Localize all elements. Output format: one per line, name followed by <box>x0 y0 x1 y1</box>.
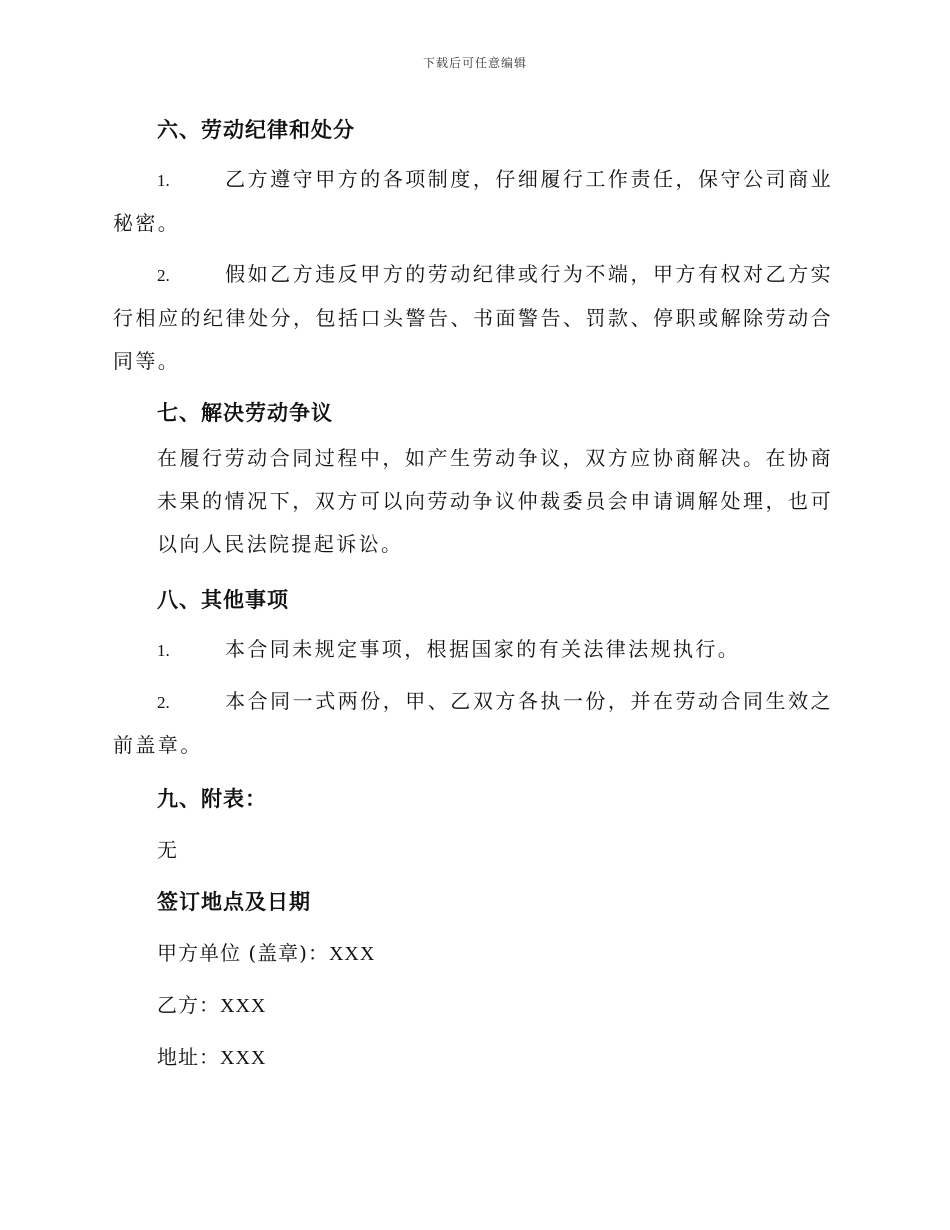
section-7-title: 七、解决劳动争议 <box>157 400 333 425</box>
section-8-title: 八、其他事项 <box>157 587 289 612</box>
section-7-text: 在履行劳动合同过程中，如产生劳动争议，双方应协商解决。在协商未果的情况下，双方可以向劳动争议仲裁委员会申请调解处理，也可以向人民法院提起诉讼。 <box>157 446 833 556</box>
section-8-item-1-number: 1. <box>157 641 170 660</box>
section-8-item-2 <box>113 680 833 767</box>
section-6-item-2-text: 假如乙方违反甲方的劳动纪律或行为不端，甲方有权对乙方实行相应的纪律处分，包括口头警告、书面警告、罚款、停职或解除劳动合同等。 <box>113 262 833 373</box>
section-6-title: 六、劳动纪律和处分 <box>157 117 355 142</box>
page-header: 下载后可任意编辑 <box>422 56 527 70</box>
address-label: 地址： <box>157 1045 220 1069</box>
party-b-label: 乙方： <box>157 993 220 1017</box>
section-8-item-2-number: 2. <box>157 693 170 712</box>
party-a-label: 甲方单位 (盖章)： <box>157 941 329 965</box>
section-6-item-1-number: 1. <box>157 171 170 190</box>
section-6-item-2-number: 2. <box>157 266 170 285</box>
section-6-item-2 <box>113 253 833 383</box>
section-8-item-2-text: 本合同一式两份，甲、乙双方各执一份，并在劳动合同生效之前盖章。 <box>113 689 833 757</box>
party-a-line <box>157 937 375 966</box>
address-value: XXX <box>220 1047 267 1069</box>
section-9-text: 无 <box>157 838 178 862</box>
address-line <box>157 1041 266 1070</box>
section-9-title: 九、附表： <box>157 786 267 811</box>
section-7-paragraph <box>113 437 833 566</box>
party-a-value: XXX <box>328 943 376 965</box>
signing-title: 签订地点及日期 <box>157 889 311 914</box>
party-b-value: XXX <box>220 995 267 1017</box>
section-6-item-1 <box>113 158 833 245</box>
section-6-item-1-text: 乙方遵守甲方的各项制度，仔细履行工作责任，保守公司商业秘密。 <box>113 167 833 235</box>
section-8-item-1 <box>113 628 833 672</box>
party-b-line <box>157 989 266 1018</box>
section-8-item-1-text: 本合同未规定事项，根据国家的有关法律法规执行。 <box>225 637 741 661</box>
